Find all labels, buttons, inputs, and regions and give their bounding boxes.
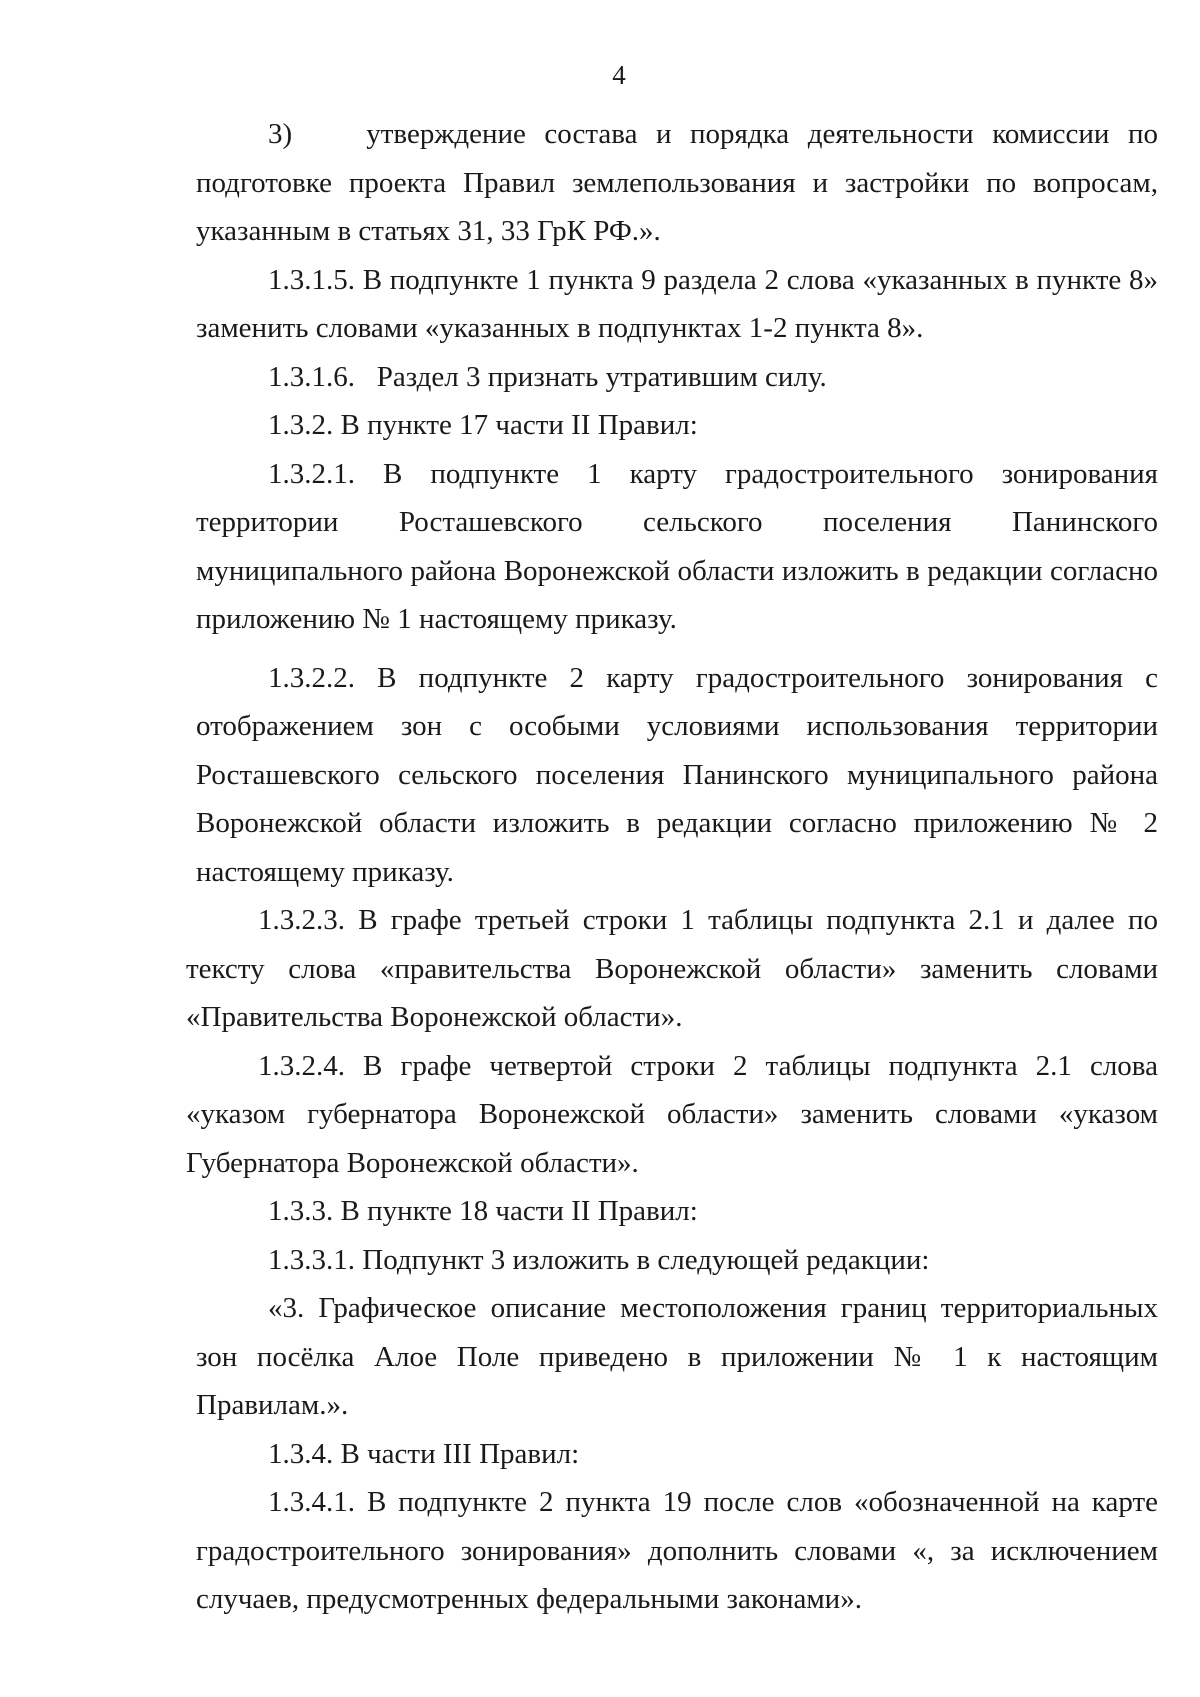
paragraph-1-3-1-5: 1.3.1.5. В подпункте 1 пункта 9 раздела 2 слова «указанных в пункте 8» заменить словами «указанных в подпунктах 1-2 пункта 8».	[196, 263, 1158, 344]
page-number: 4	[612, 60, 626, 90]
paragraph-1-3-3: 1.3.3. В пункте 18 части II Правил:	[268, 1195, 698, 1227]
paragraph-1-3-2: 1.3.2. В пункте 17 части II Правил:	[268, 409, 698, 441]
paragraph-1-3-2-4: 1.3.2.4. В графе четвертой строки 2 таблицы подпункта 2.1 слова «указом губернатора Воронежской области» заменить словами «указом Губернатора Воронежской области».	[186, 1049, 1158, 1179]
paragraph-1-3-2-3: 1.3.2.3. В графе третьей строки 1 таблицы подпункта 2.1 и далее по тексту слова «правительства Воронежской области» заменить словами «Правительства Воронежской области».	[186, 904, 1158, 1033]
paragraph-1-3-2-1: 1.3.2.1. В подпункте 1 карту градостроительного зонирования территории Росташевского сельского поселения Панинского муниципального района Воронежской области изложить в редакции согласно приложению № 1 настоящему приказу.	[196, 457, 1158, 635]
paragraph-1-3-4: 1.3.4. В части III Правил:	[268, 1437, 580, 1470]
paragraph-1-3-2-2: 1.3.2.2. В подпункте 2 карту градостроительного зонирования с отображением зон с особыми условиями использования территории Росташевского сельского поселения Панинского муниципального района Воронежской области изложить в редакции согласно приложению № 2 настоящему приказу.	[196, 661, 1158, 888]
paragraph-1-3-4-1: 1.3.4.1. В подпункте 2 пункта 19 после слов «обозначенной на карте градостроительного зонирования» дополнить словами «, за исключением случаев, предусмотренных федеральными законами».	[196, 1486, 1158, 1615]
paragraph-1-3-3-1: 1.3.3.1. Подпункт 3 изложить в следующей редакции:	[268, 1243, 930, 1276]
document-body	[186, 110, 1158, 1624]
paragraph-1-3-1-6: 1.3.1.6. Раздел 3 признать утратившим силу.	[268, 360, 827, 393]
paragraph-spacer	[196, 644, 1158, 654]
paragraph-quote-3: «3. Графическое описание местоположения границ территориальных зон посёлка Алое Поле приведено в приложении № 1 к настоящим Правилам.».	[196, 1292, 1158, 1421]
paragraph-item-3: 3) утверждение состава и порядка деятельности комиссии по подготовке проекта Правил землепользования и застройки по вопросам, указанным в статьях 31, 33 ГрК РФ.».	[196, 118, 1158, 247]
